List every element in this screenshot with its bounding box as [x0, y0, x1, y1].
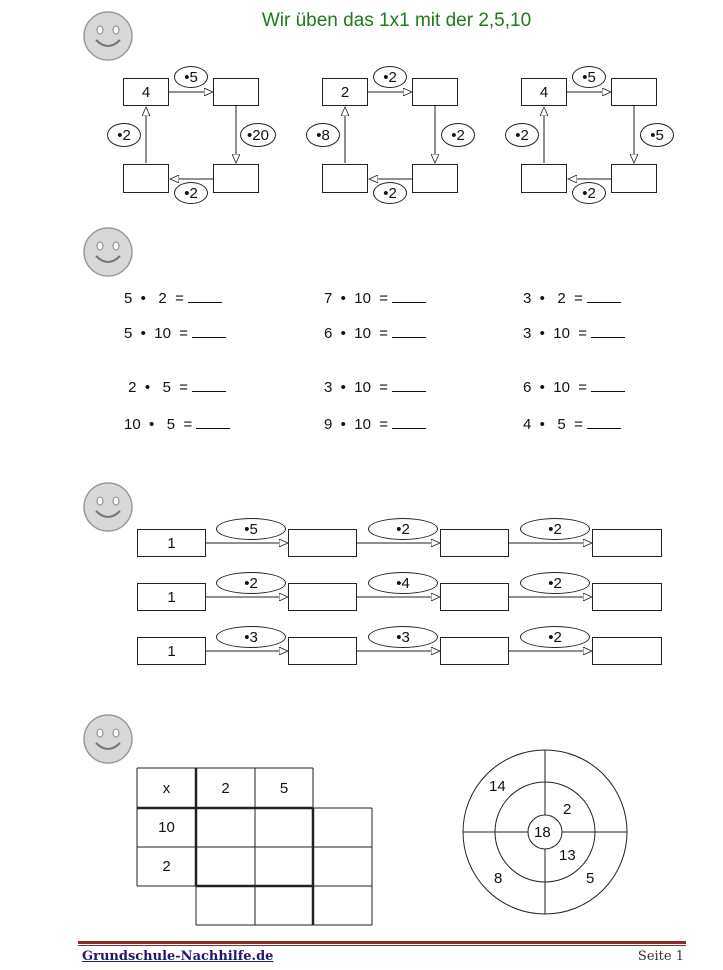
- operator-oval: •5: [216, 518, 286, 540]
- answer-blank[interactable]: [392, 413, 426, 429]
- answer-box[interactable]: [611, 164, 657, 193]
- footer-rule: [78, 941, 686, 944]
- operator-oval: •2: [520, 518, 590, 540]
- operator-oval: •3: [368, 626, 438, 648]
- table-corner: x: [162, 779, 171, 797]
- answer-box[interactable]: [288, 529, 357, 557]
- answer-box[interactable]: [213, 164, 259, 193]
- cycle-start-box: 2: [322, 78, 368, 106]
- operator-oval: •20: [240, 123, 276, 147]
- answer-box[interactable]: [440, 637, 509, 665]
- operator-oval: •2: [368, 518, 438, 540]
- answer-blank[interactable]: [188, 287, 222, 303]
- answer-box[interactable]: [521, 164, 567, 193]
- footer-rule: [78, 945, 686, 946]
- table-answer-cell[interactable]: [255, 886, 313, 925]
- operator-oval: •8: [306, 123, 340, 147]
- answer-blank[interactable]: [392, 287, 426, 303]
- answer-box[interactable]: [592, 637, 662, 665]
- operator-oval: •2: [520, 626, 590, 648]
- operator-oval: •2: [373, 66, 407, 88]
- target-number: 2: [563, 801, 572, 818]
- chain-start-box: 1: [137, 529, 206, 557]
- table-row-header: 2: [162, 858, 171, 875]
- target-number: 14: [489, 778, 506, 795]
- answer-blank[interactable]: [392, 322, 426, 338]
- table-answer-cell[interactable]: [196, 847, 255, 886]
- table-answer-cell[interactable]: [313, 808, 372, 847]
- table-row-header: 10: [158, 819, 175, 836]
- answer-blank[interactable]: [587, 413, 621, 429]
- operator-oval: •2: [520, 572, 590, 594]
- equation: 9 • 10 =: [324, 413, 426, 433]
- answer-blank[interactable]: [591, 322, 625, 338]
- operator-oval: •5: [572, 66, 606, 88]
- target-number: 5: [586, 870, 595, 887]
- cycle-start-box: 4: [521, 78, 567, 106]
- equation: 3 • 2 =: [523, 287, 621, 307]
- equation: 5 • 10 =: [124, 322, 226, 342]
- target-center-number: 18: [534, 824, 551, 841]
- operator-oval: •3: [216, 626, 286, 648]
- table-answer-cell[interactable]: [313, 847, 372, 886]
- equation: 7 • 10 =: [324, 287, 426, 307]
- answer-box[interactable]: [440, 583, 509, 611]
- answer-blank[interactable]: [392, 376, 426, 392]
- answer-box[interactable]: [440, 529, 509, 557]
- table-answer-cell[interactable]: [255, 847, 313, 886]
- chain-start-box: 1: [137, 637, 206, 665]
- operator-oval: •2: [174, 182, 208, 204]
- page-number: Seite 1: [637, 949, 684, 964]
- table-answer-cell[interactable]: [196, 886, 255, 925]
- worksheet-title: Wir üben das 1x1 mit der 2,5,10: [261, 10, 532, 31]
- answer-box[interactable]: [592, 583, 662, 611]
- answer-blank[interactable]: [587, 287, 621, 303]
- answer-box[interactable]: [123, 164, 169, 193]
- operator-oval: •4: [368, 572, 438, 594]
- answer-box[interactable]: [322, 164, 368, 193]
- target-number: 8: [494, 870, 503, 887]
- operator-oval: •5: [640, 123, 674, 147]
- operator-oval: •2: [373, 182, 407, 204]
- equation: 3 • 10 =: [324, 376, 426, 396]
- equation: 3 • 10 =: [523, 322, 625, 342]
- equation: 10 • 5 =: [124, 413, 230, 433]
- table-col-header: 2: [221, 779, 230, 797]
- answer-box[interactable]: [213, 78, 259, 106]
- equation: 4 • 5 =: [523, 413, 621, 433]
- operator-oval: •2: [572, 182, 606, 204]
- operator-oval: •2: [505, 123, 539, 147]
- answer-box[interactable]: [288, 637, 357, 665]
- answer-box[interactable]: [412, 78, 458, 106]
- operator-oval: •5: [174, 66, 208, 88]
- footer-site-link[interactable]: Grundschule-Nachhilfe.de: [82, 949, 274, 964]
- table-answer-cell[interactable]: [196, 808, 255, 847]
- equation: 5 • 2 =: [124, 287, 222, 307]
- answer-blank[interactable]: [192, 376, 226, 392]
- table-answer-cell[interactable]: [313, 886, 372, 925]
- answer-blank[interactable]: [591, 376, 625, 392]
- target-number: 13: [559, 847, 576, 864]
- operator-oval: •2: [107, 123, 141, 147]
- equation: 6 • 10 =: [523, 376, 625, 396]
- answer-blank[interactable]: [192, 322, 226, 338]
- answer-box[interactable]: [412, 164, 458, 193]
- operator-oval: •2: [441, 123, 475, 147]
- table-answer-cell[interactable]: [255, 808, 313, 847]
- answer-box[interactable]: [592, 529, 662, 557]
- cycle-start-box: 4: [123, 78, 169, 106]
- chain-start-box: 1: [137, 583, 206, 611]
- equation: 6 • 10 =: [324, 322, 426, 342]
- equation: 2 • 5 =: [124, 376, 226, 396]
- operator-oval: •2: [216, 572, 286, 594]
- answer-blank[interactable]: [196, 413, 230, 429]
- table-col-header: 5: [279, 779, 289, 797]
- answer-box[interactable]: [611, 78, 657, 106]
- answer-box[interactable]: [288, 583, 357, 611]
